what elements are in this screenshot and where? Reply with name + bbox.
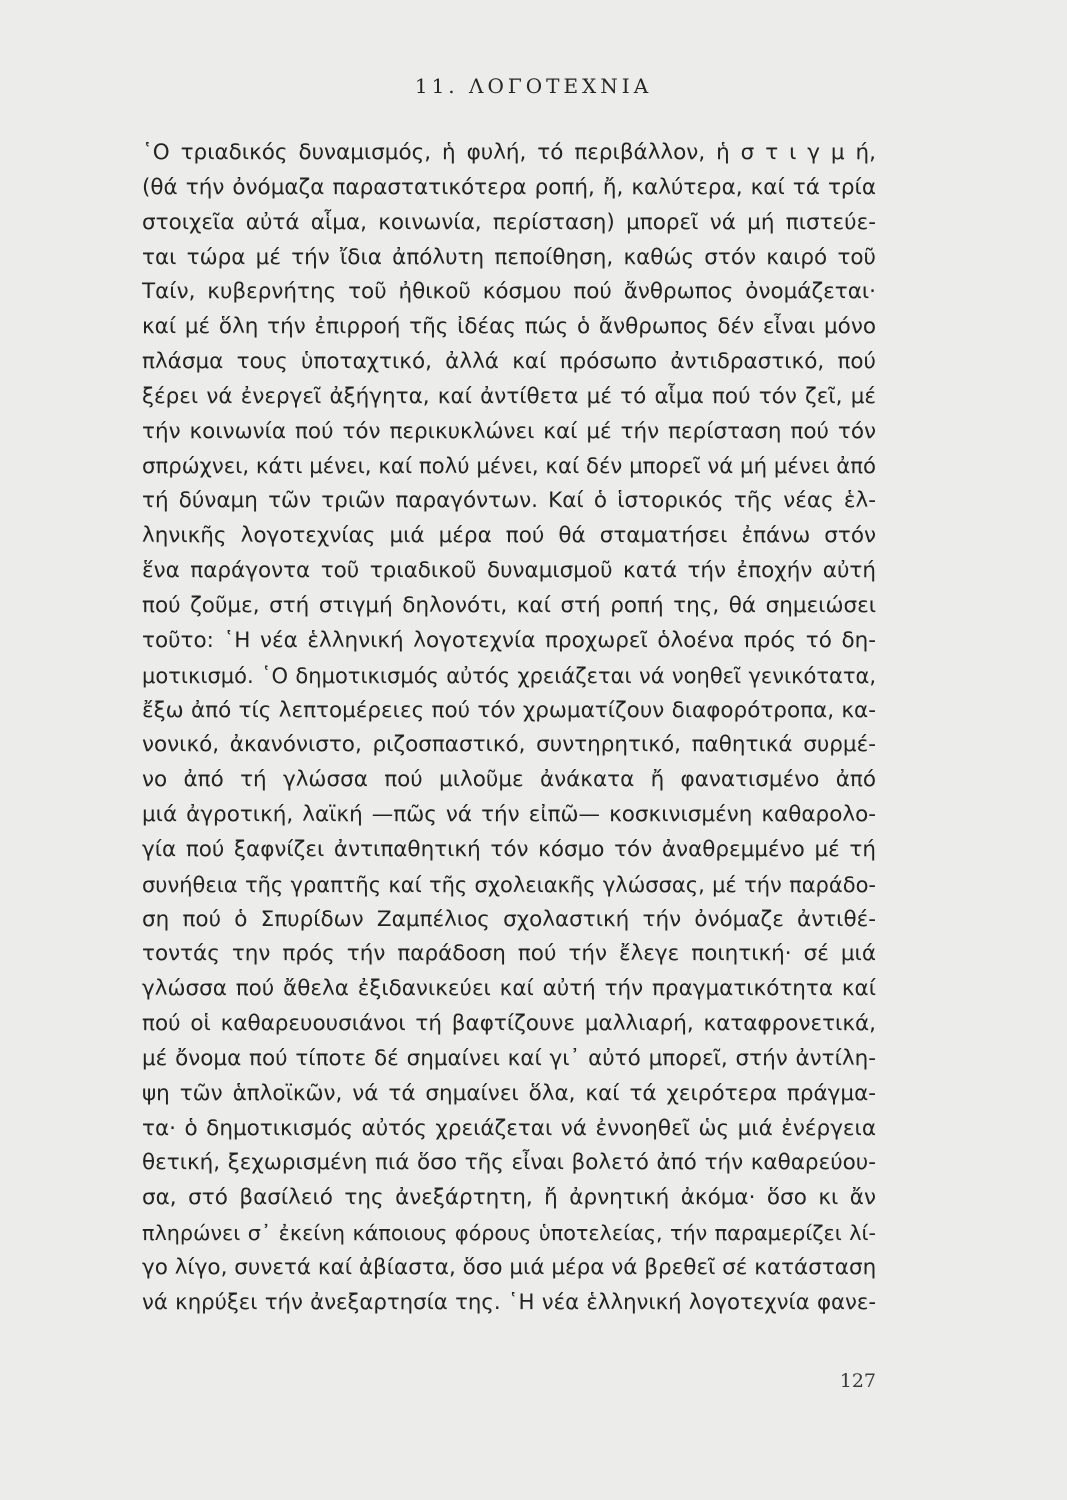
body-text xyxy=(142,136,876,1321)
text-line: ση πού ὁ Σπυρίδων Ζαμπέλιος σχολαστική τήν ὀνόμαζε ἀντιθέ- xyxy=(142,906,876,932)
text-line: θετική, ξεχωρισμένη πιά ὅσο τῆς εἶναι βολετό ἀπό τήν καθαρεύου- xyxy=(142,1150,876,1176)
text-line: γο λίγο, συνετά καί ἀβίαστα, ὅσο μιά μέρα νά βρεθεῖ σέ κατάσταση xyxy=(142,1255,876,1280)
text-line: πλάσμα τους ὑποταχτικό, ἀλλά καί πρόσωπο ἀντιδραστικό, πού xyxy=(142,349,876,375)
text-line: καί μέ ὅλη τήν ἐπιρροή τῆς ἰδέας πώς ὁ ἄνθρωπος δέν εἶναι μόνο xyxy=(142,314,876,340)
text-line: πού ζοῦμε, στή στιγμή δηλονότι, καί στή ροπή της, θά σημειώσει xyxy=(142,592,876,618)
text-line: τήν κοινωνία πού τόν περικυκλώνει καί μέ τήν περίσταση πού τόν xyxy=(142,418,876,444)
text-line: γλώσσα πού ἄθελα ἐξιδανικεύει καί αὐτή τήν πραγματικότητα καί xyxy=(142,976,876,1002)
text-line: τοντάς την πρός τήν παράδοση πού τήν ἔλεγε ποιητική· σέ μιά xyxy=(142,941,876,967)
text-line: μιά ἀγροτική, λαϊκή —πῶς νά τήν εἰπῶ— κοσκινισμένη καθαρολο- xyxy=(142,802,876,828)
page-number: 127 xyxy=(839,1370,876,1392)
text-line: σα, στό βασίλειό της ἀνεξάρτητη, ἤ ἀρνητική ἀκόμα· ὅσο κι ἄν xyxy=(142,1185,876,1211)
text-line: μοτικισμό. ῾Ο δημοτικισμός αὐτός χρειάζεται νά νοηθεῖ γενικότατα, xyxy=(142,663,876,688)
text-line: νονικό, ἀκανόνιστο, ριζοσπαστικό, συντηρητικό, παθητικά συρμέ- xyxy=(142,732,876,758)
text-line: σπρώχνει, κάτι μένει, καί πολύ μένει, καί δέν μπορεῖ νά μή μένει ἀπό xyxy=(142,453,876,479)
text-line: νά κηρύξει τήν ἀνεξαρτησία της. ῾Η νέα ἑλληνική λογοτεχνία φανε- xyxy=(142,1289,876,1315)
text-line: πληρώνει σ᾽ ἐκείνη κάποιους φόρους ὑποτελείας, τήν παραμερίζει λί- xyxy=(142,1221,876,1246)
text-line: στοιχεῖα αὐτά αἷμα, κοινωνία, περίσταση) μπορεῖ νά μή πιστεύε- xyxy=(142,209,876,235)
text-line: ἕνα παράγοντα τοῦ τριαδικοῦ δυναμισμοῦ κατά τήν ἐποχήν αὐτή xyxy=(142,558,876,584)
chapter-heading: 11. ΛΟΓΟΤΕΧΝΙΑ xyxy=(414,74,653,98)
text-line: ψη τῶν ἁπλοϊκῶν, νά τά σημαίνει ὅλα, καί τά χειρότερα πράγμα- xyxy=(142,1080,876,1106)
text-line: τα· ὁ δημοτικισμός αὐτός χρειάζεται νά ἐννοηθεῖ ὡς μιά ἐνέργεια xyxy=(142,1115,876,1141)
text-line: μέ ὄνομα πού τίποτε δέ σημαίνει καί γι᾽ αὐτό μπορεῖ, στήν ἀντίλη- xyxy=(142,1045,876,1071)
text-line: ἔξω ἀπό τίς λεπτομέρειες πού τόν χρωματίζουν διαφορότροπα, κα- xyxy=(142,697,876,723)
text-line: τοῦτο: ῾Η νέα ἑλληνική λογοτεχνία προχωρεῖ ὁλοένα πρός τό δη- xyxy=(142,627,876,653)
text-line: ῾Ο τριαδικός δυναμισμός, ἡ φυλή, τό περιβάλλον, ἡ σ τ ι γ μ ή, xyxy=(142,140,876,165)
text-line: συνήθεια τῆς γραπτῆς καί τῆς σχολειακῆς γλώσσας, μέ τήν παράδο- xyxy=(142,872,876,897)
text-line: πού οἱ καθαρευουσιάνοι τή βαφτίζουνε μαλλιαρή, καταφρονετικά, xyxy=(142,1011,876,1037)
text-line: Ταίν, κυβερνήτης τοῦ ἠθικοῦ κόσμου πού ἄνθρωπος ὀνομάζεται· xyxy=(142,279,876,305)
text-line: ται τώρα μέ τήν ἴδια ἀπόλυτη πεποίθηση, καθώς στόν καιρό τοῦ xyxy=(142,244,876,270)
text-line: (θά τήν ὀνόμαζα παραστατικότερα ροπή, ἤ, καλύτερα, καί τά τρία xyxy=(142,174,876,200)
text-line: τή δύναμη τῶν τριῶν παραγόντων. Καί ὁ ἱστορικός τῆς νέας ἑλ- xyxy=(142,488,876,514)
text-line: νο ἀπό τή γλώσσα πού μιλοῦμε ἀνάκατα ἤ φανατισμένο ἀπό xyxy=(142,767,876,793)
text-line: γία πού ξαφνίζει ἀντιπαθητική τόν κόσμο τόν ἀναθρεμμένο μέ τή xyxy=(142,836,876,862)
text-line: ληνικῆς λογοτεχνίας μιά μέρα πού θά σταματήσει ἐπάνω στόν xyxy=(142,523,876,549)
text-line: ξέρει νά ἐνεργεῖ ἀξήγητα, καί ἀντίθετα μέ τό αἷμα πού τόν ζεῖ, μέ xyxy=(142,383,876,409)
